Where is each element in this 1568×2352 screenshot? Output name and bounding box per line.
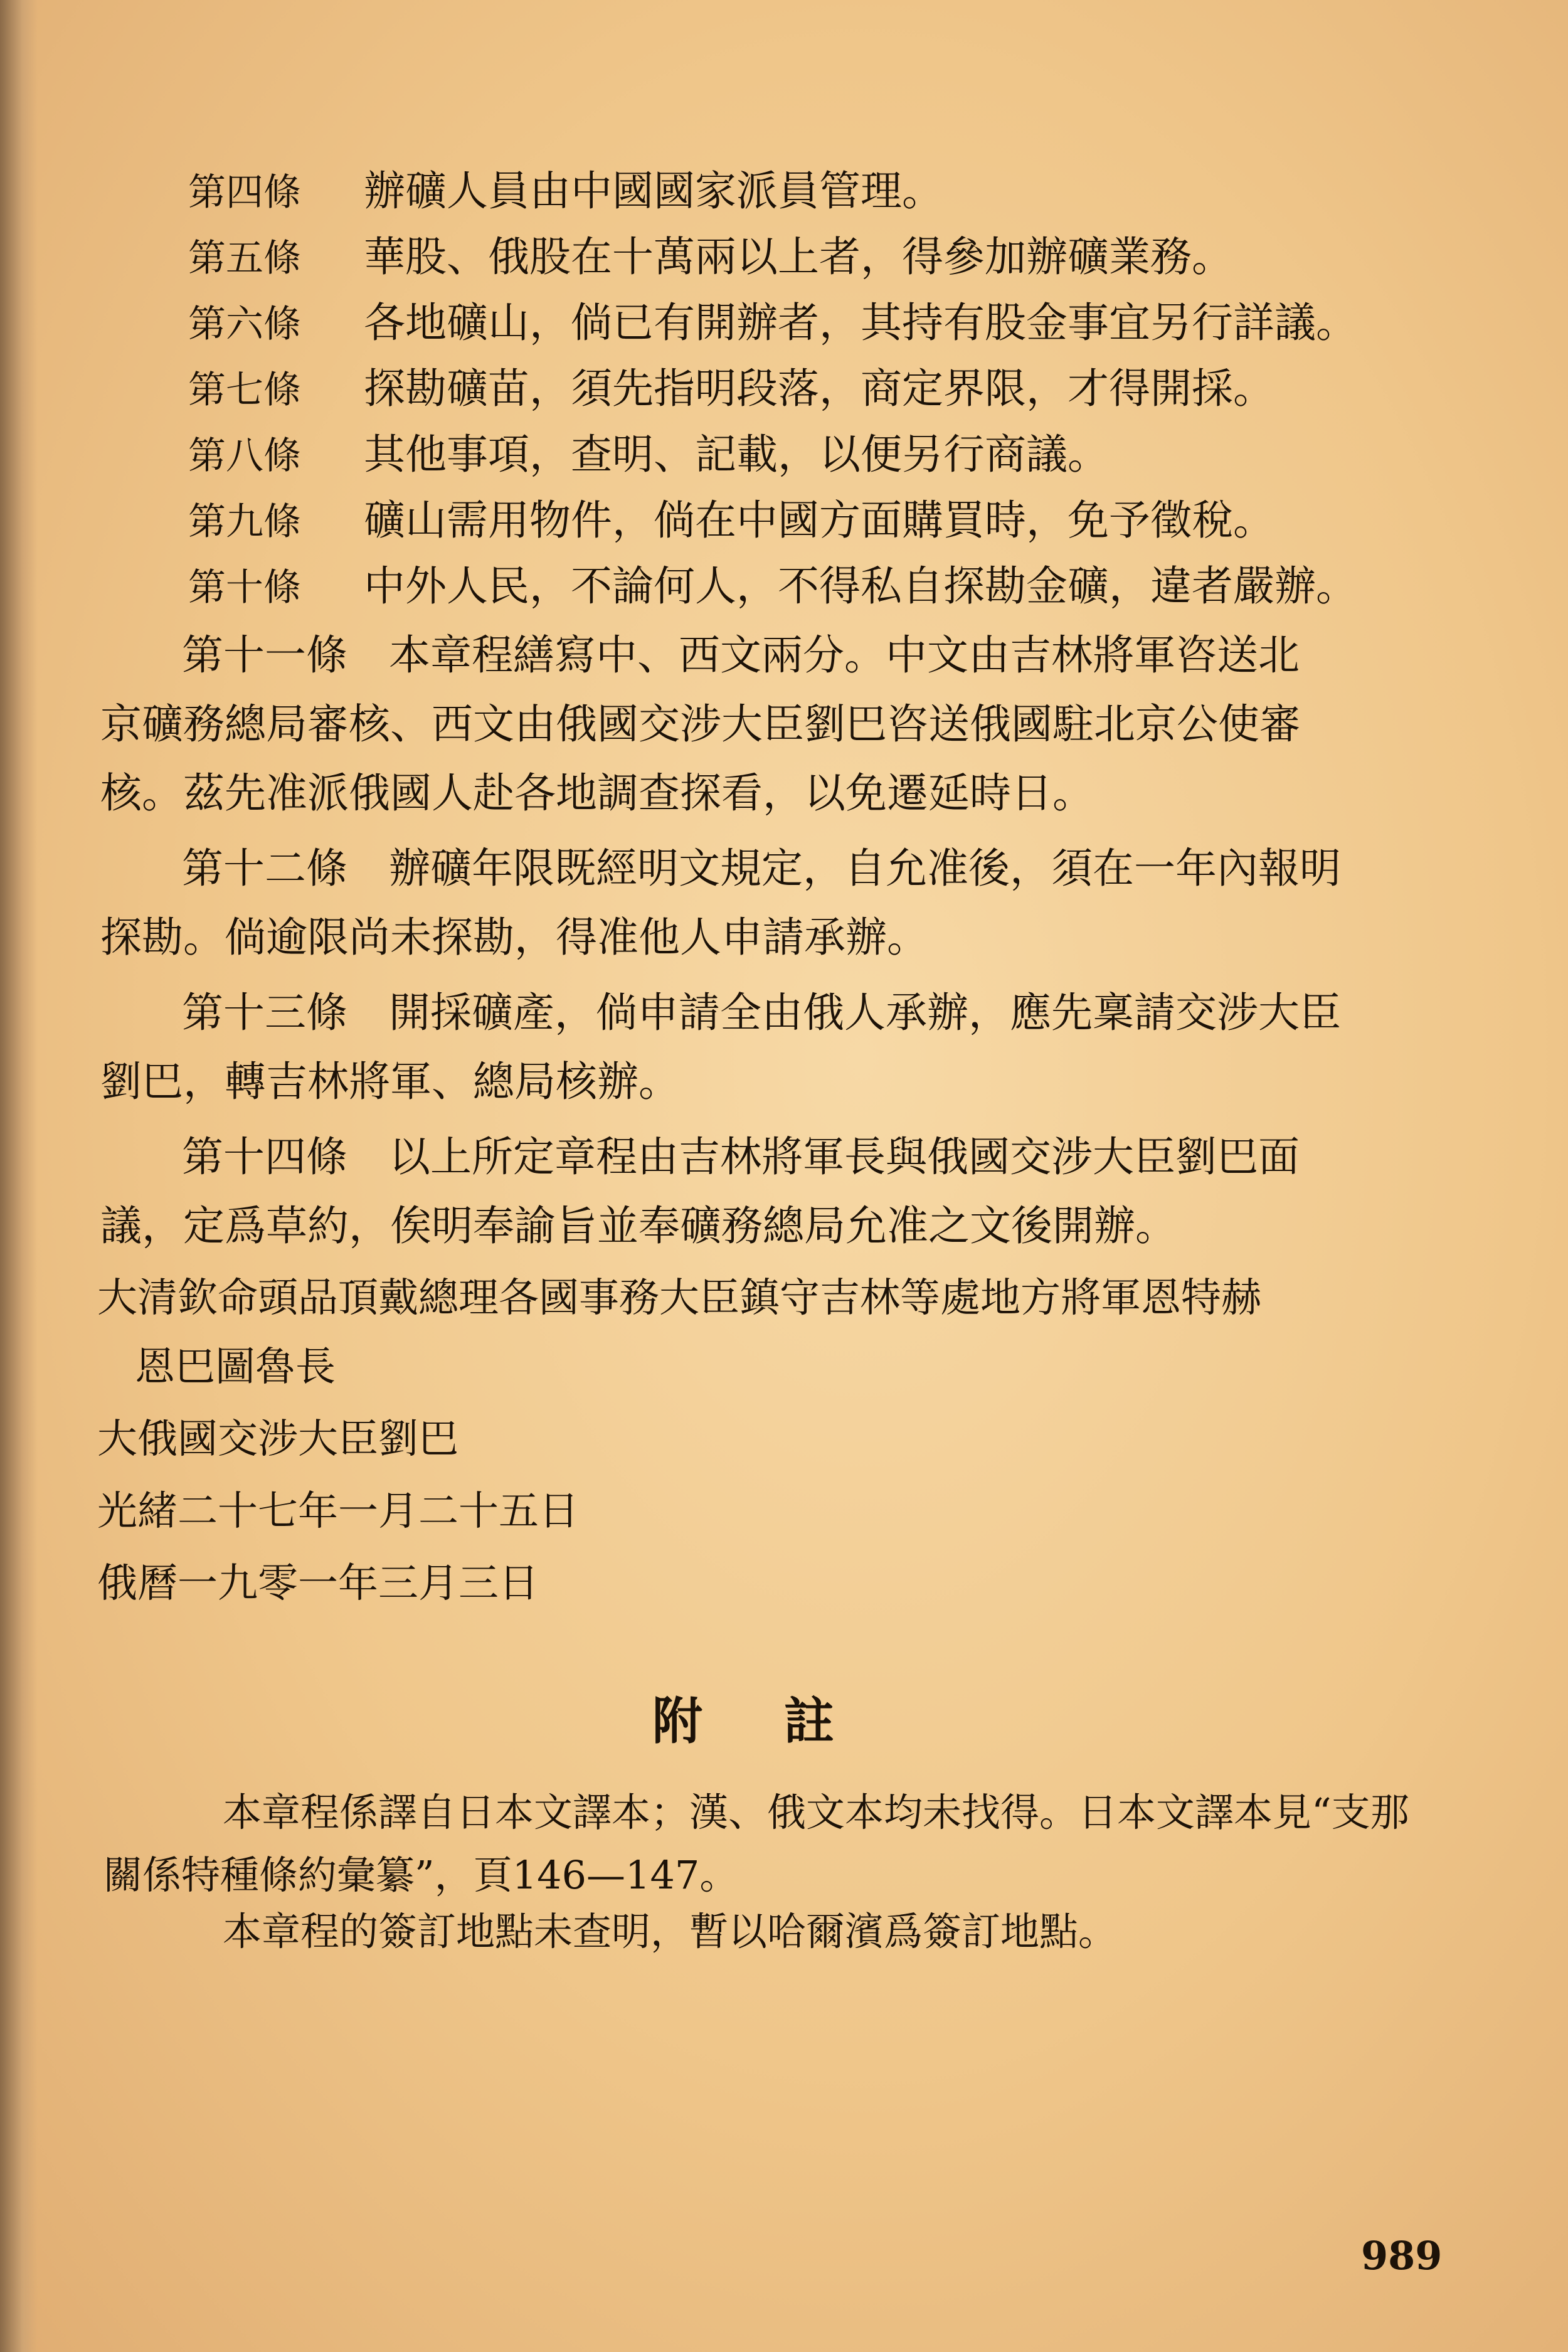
article-7 [188, 354, 1505, 423]
article-text: 各地礦山，倘已有開辦者，其持有股金事宜另行詳議。 [364, 299, 1357, 347]
signatory-qing: 大清欽命頭品頂戴總理各國事務大臣鎮守吉林等處地方將軍恩特赫 [97, 1275, 1261, 1322]
article-number: 第七條 [188, 368, 301, 412]
article-number: 第四條 [188, 171, 301, 215]
paragraph-line: 京礦務總局審核、西文由俄國交涉大臣劉巴咨送俄國駐北京公使審 [100, 700, 1301, 748]
article-text: 探勘礦苗，須先指明段落，商定界限，才得開採。 [364, 364, 1274, 413]
article-text: 礦山需用物件，倘在中國方面購買時，免予徵稅。 [364, 496, 1274, 544]
article-number: 第十條 [188, 566, 301, 610]
note-line: 關係特種條約彙纂”，頁146—147。 [103, 1852, 739, 1898]
paragraph-line: 探勘。倘逾限尚未探勘，得准他人申請承辦。 [100, 913, 928, 961]
article-text: 其他事項，查明、記載，以便另行商議。 [364, 430, 1109, 479]
note-1 [103, 1781, 1483, 1907]
article-8 [188, 420, 1505, 489]
article-11 [100, 621, 1480, 828]
article-13 [100, 978, 1480, 1116]
article-10 [188, 552, 1505, 621]
article-9 [188, 486, 1505, 555]
signatory-russia: 大俄國交涉大臣劉巴 [97, 1416, 458, 1463]
article-text: 辦礦人員由中國國家派員管理。 [364, 167, 943, 215]
article-14 [100, 1123, 1480, 1261]
date-russian-calendar: 俄曆一九零一年三月三日 [97, 1560, 539, 1607]
article-5 [188, 223, 1505, 292]
signatory-qing-title: 恩巴圖魯長 [135, 1344, 336, 1391]
note-line: 本章程的簽訂地點未查明，暫以哈爾濱爲簽訂地點。 [223, 1909, 1118, 1954]
article-12 [100, 834, 1480, 972]
article-number: 第九條 [188, 500, 301, 544]
paragraph-line: 劉巴，轉吉林將軍、總局核辦。 [100, 1057, 680, 1106]
page-number: 989 [1361, 2233, 1443, 2279]
article-text: 華股、俄股在十萬兩以上者，得參加辦礦業務。 [364, 233, 1233, 281]
paragraph-line: 第十四條 以上所定章程由吉林將軍長與俄國交涉大臣劉巴面 [182, 1133, 1300, 1181]
paragraph-line: 第十一條 本章程繕寫中、西文兩分。中文由吉林將軍咨送北 [182, 631, 1300, 679]
article-number: 第六條 [188, 302, 301, 346]
paragraph-line: 議，定爲草約，俟明奉諭旨並奉礦務總局允准之文後開辦。 [100, 1202, 1177, 1250]
paragraph-line: 核。茲先准派俄國人赴各地調查探看，以免遷延時日。 [100, 769, 1094, 817]
article-4 [188, 157, 1505, 226]
note-2 [103, 1900, 1483, 1963]
paragraph-line: 第十三條 開採礦產，倘申請全由俄人承辦，應先稟請交涉大臣 [182, 988, 1341, 1037]
notes-heading: 附註 [652, 1692, 916, 1751]
note-line: 本章程係譯自日本文譯本；漢、俄文本均未找得。日本文譯本見“支那 [223, 1789, 1409, 1835]
article-6 [188, 289, 1505, 358]
bleed-through-text [966, 1361, 1192, 1415]
date-guangxu: 光緒二十七年一月二十五日 [97, 1488, 579, 1535]
article-text: 中外人民，不論何人，不得私自探勘金礦，違者嚴辦。 [364, 562, 1357, 610]
paragraph-line: 第十二條 辦礦年限既經明文規定，自允准後，須在一年內報明 [182, 844, 1341, 893]
article-number: 第五條 [188, 236, 301, 280]
article-number: 第八條 [188, 434, 301, 478]
